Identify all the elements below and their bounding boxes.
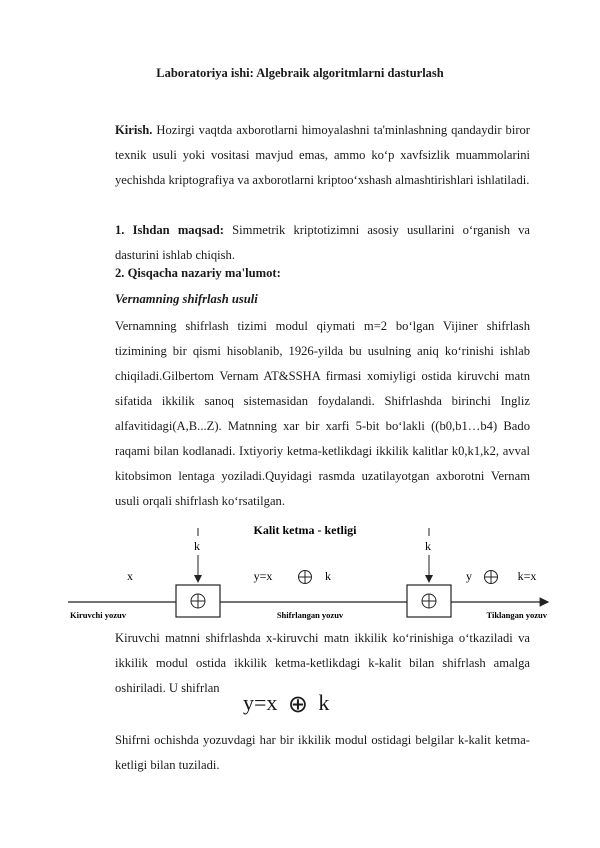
output-y-label: y	[466, 569, 472, 583]
section2-heading: 2. Qisqacha nazariy ma'lumot:	[115, 266, 281, 280]
goal-label: 1. Ishdan maqsad:	[115, 223, 225, 237]
final-paragraph: Shifrni ochishda yozuvdagi har bir ikkilik modul ostidagi belgilar k-kalit ketma-ketligi bilan tuziladi.	[115, 733, 530, 772]
cipher-text-label: Shifrlangan yozuv	[276, 610, 344, 620]
intro-paragraph	[115, 118, 530, 193]
formula-rhs: k	[318, 690, 330, 715]
output-text-label: Tiklangan yozuv	[486, 610, 547, 620]
formula-xor-symbol: ⊕	[287, 692, 308, 718]
goal-paragraph	[115, 218, 530, 268]
theory-paragraph: Vernamning shifrlash tizimi modul qiymati m=2 bo‘lgan Vijiner shifrlash tizimining bir qismi hisoblanib, 1926-yilda bu usulning aniq ko‘rinishi ishlab chiqiladi.Gilbertom Vernam AT&SSHA firmasi xomiyligi ostida kiruvchi matn sifatida ikkilik sanoq sistemasidan foydalandi. Shifrlashda birinchi Ingliz alfavitidagi(A,B...Z). Matnning xar bir xarfi 5-bit bo‘lakli ((b0,b1…b4) Bado raqami bilan kodlanadi. Ixtiyoriy ketma-ketlikdagi ikkilik kalitlar k0,k1,k2, avval kitobsimon lentaga yoziladi.Quyidagi rasmda uzatilayotgan axborotni Vernam usuli orqali shifrlash ko‘rsatilgan.	[115, 319, 530, 508]
input-text-label: Kiruvchi yozuv	[70, 610, 126, 620]
section-subheading: Vernamning shifrlash usuli	[115, 292, 258, 306]
diagram-title: Kalit ketma - ketligi	[253, 523, 357, 537]
cipher-key-label: k	[325, 569, 331, 583]
page-title: Laboratoriya ishi: Algebraik algoritmlarni dasturlash	[156, 66, 444, 80]
formula-lhs: y=x	[243, 690, 278, 715]
vernam-diagram	[0, 522, 600, 622]
input-x-label: x	[127, 569, 133, 583]
formula	[243, 690, 329, 719]
intro-text: Hozirgi vaqtda axborotlarni himoyalashni ta'minlashning qandaydir biror texnik usuli yoki vositasi mavjud emas, ammo ko‘p xavfsizlik muammolarini yechishda kriptografiya va axborotlarni kriptoo‘xshash almashtirishlari ishlatiladi.	[115, 123, 530, 187]
goal-text: Simmetrik kriptotizimni asosiy usullarini o‘rganish va dasturini ishlab chiqish.	[115, 223, 531, 262]
key-left: k	[194, 539, 200, 553]
key-right: k	[425, 539, 431, 553]
after-diagram-text: Kiruvchi matnni shifrlashda x-kiruvchi matn ikkilik ko‘rinishiga o‘tkaziladi va ikkilik modul ostida ikkilik ketma-ketlikdagi k-kalit bilan shifrlash amalga oshiriladi. U shifrlan	[115, 631, 530, 695]
cipher-formula-label: y=x	[253, 569, 273, 583]
output-kx-label: k=x	[517, 569, 537, 583]
intro-label: Kirish.	[115, 123, 153, 137]
